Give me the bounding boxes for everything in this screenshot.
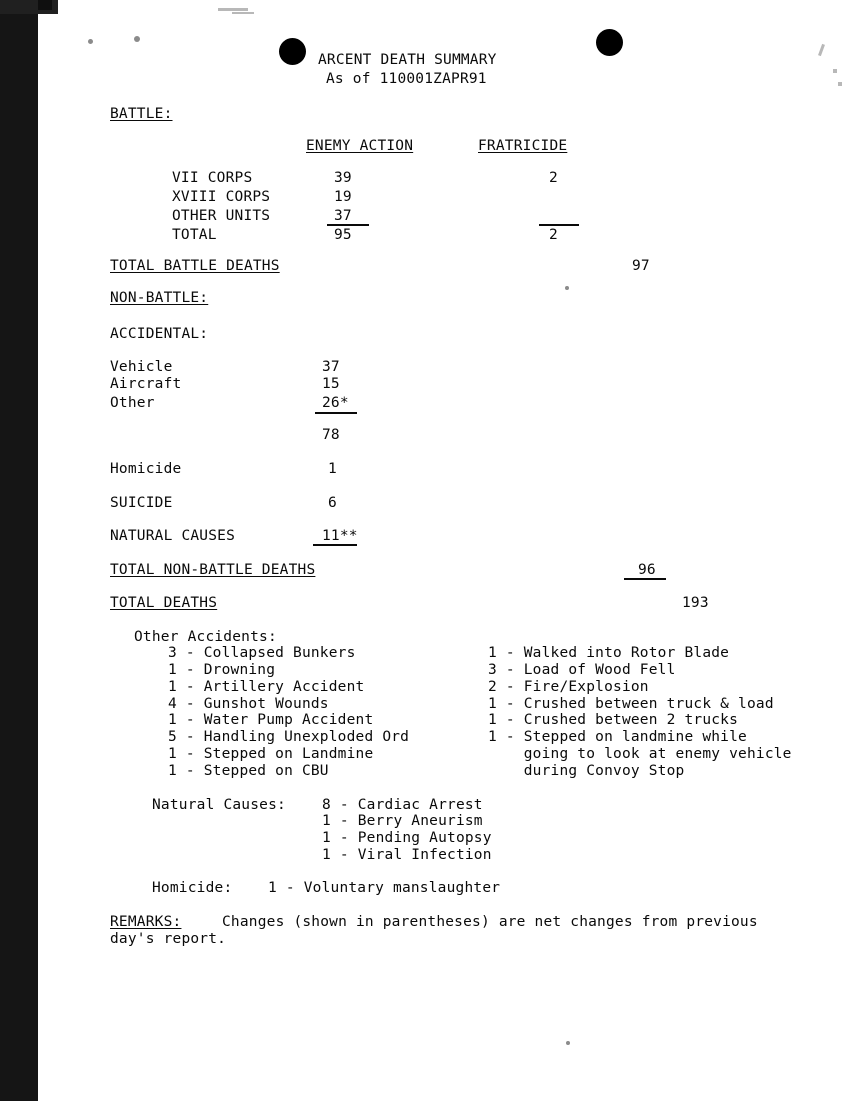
- accidental-row-value: 26*: [322, 395, 349, 411]
- total-non-battle-rule: [624, 578, 666, 580]
- other-accidents-right-item: 1 - Crushed between 2 trucks: [488, 712, 739, 728]
- natural-causes-rule: [313, 544, 357, 546]
- natural-causes-detail-item: 1 - Berry Aneurism: [322, 813, 483, 829]
- battle-row-label: XVIII CORPS: [172, 189, 271, 205]
- other-accidents-left-item: 1 - Artillery Accident: [168, 679, 365, 695]
- column-header-fratricide: FRATRICIDE: [478, 138, 568, 154]
- other-accidents-right-item: 3 - Load of Wood Fell: [488, 662, 676, 678]
- other-accidents-left-item: 1 - Stepped on Landmine: [168, 746, 374, 762]
- homicide-detail-item: 1 - Voluntary manslaughter: [268, 880, 501, 896]
- remarks-line-1: Changes (shown in parentheses) are net changes from previous: [222, 914, 758, 930]
- battle-row-fratricide: 2: [549, 170, 558, 186]
- total-non-battle-deaths-value: 96: [638, 562, 656, 578]
- total-deaths-label: TOTAL DEATHS: [110, 595, 218, 611]
- natural-causes-detail-item: 1 - Viral Infection: [322, 847, 492, 863]
- total-battle-deaths-label: TOTAL BATTLE DEATHS: [110, 258, 280, 274]
- accidental-row-value: 15: [322, 376, 340, 392]
- other-accidents-right-item: going to look at enemy vehicle: [488, 746, 792, 762]
- accidental-subtotal-rule: [315, 412, 357, 414]
- homicide-row-value: 1: [328, 461, 337, 477]
- other-accidents-left-item: 3 - Collapsed Bunkers: [168, 645, 356, 661]
- other-accidents-right-item: during Convoy Stop: [488, 763, 685, 779]
- other-accidents-left-item: 1 - Water Pump Accident: [168, 712, 374, 728]
- total-battle-deaths-value: 97: [632, 258, 650, 274]
- accidental-row-label: Aircraft: [110, 376, 182, 392]
- natural-causes-detail-item: 1 - Pending Autopsy: [322, 830, 492, 846]
- battle-heading: BATTLE:: [110, 106, 173, 122]
- column-header-enemy-action: ENEMY ACTION: [306, 138, 414, 154]
- non-battle-heading: NON-BATTLE:: [110, 290, 209, 306]
- accidental-row-label: Other: [110, 395, 155, 411]
- accidental-row-value: 37: [322, 359, 340, 375]
- total-deaths-value: 193: [682, 595, 709, 611]
- homicide-detail-heading: Homicide:: [152, 880, 233, 896]
- battle-row-enemy-action: 39: [334, 170, 352, 186]
- other-accidents-right-item: 1 - Stepped on landmine while: [488, 729, 747, 745]
- battle-subtotal-rule: [327, 224, 369, 226]
- battle-row-enemy-action: 37: [334, 208, 352, 224]
- other-accidents-right-item: 1 - Crushed between truck & load: [488, 696, 774, 712]
- document-title-line-2: As of 110001ZAPR91: [326, 71, 487, 87]
- battle-row-label: VII CORPS: [172, 170, 253, 186]
- battle-row-label: TOTAL: [172, 227, 217, 243]
- document-title-line-1: ARCENT DEATH SUMMARY: [318, 52, 497, 68]
- other-accidents-right-item: 2 - Fire/Explosion: [488, 679, 649, 695]
- battle-row-enemy-action: 19: [334, 189, 352, 205]
- other-accidents-left-item: 4 - Gunshot Wounds: [168, 696, 329, 712]
- accidental-heading: ACCIDENTAL:: [110, 326, 209, 342]
- other-accidents-left-item: 1 - Stepped on CBU: [168, 763, 329, 779]
- battle-row-fratricide: 2: [549, 227, 558, 243]
- suicide-row-label: SUICIDE: [110, 495, 173, 511]
- natural-causes-detail-item: 8 - Cardiac Arrest: [322, 797, 483, 813]
- other-accidents-left-item: 5 - Handling Unexploded Ord: [168, 729, 410, 745]
- other-accidents-right-item: 1 - Walked into Rotor Blade: [488, 645, 730, 661]
- natural-causes-row-value: 11**: [322, 528, 358, 544]
- natural-causes-row-label: NATURAL CAUSES: [110, 528, 236, 544]
- total-non-battle-deaths-label: TOTAL NON-BATTLE DEATHS: [110, 562, 316, 578]
- battle-row-label: OTHER UNITS: [172, 208, 271, 224]
- other-accidents-left-item: 1 - Drowning: [168, 662, 276, 678]
- accidental-row-label: Vehicle: [110, 359, 173, 375]
- battle-subtotal-rule: [539, 224, 579, 226]
- natural-causes-detail-heading: Natural Causes:: [152, 797, 286, 813]
- accidental-total-value: 78: [322, 427, 340, 443]
- suicide-row-value: 6: [328, 495, 337, 511]
- other-accidents-heading: Other Accidents:: [134, 629, 277, 645]
- remarks-line-2: day's report.: [110, 931, 227, 947]
- homicide-row-label: Homicide: [110, 461, 182, 477]
- battle-row-enemy-action: 95: [334, 227, 352, 243]
- remarks-label: REMARKS:: [110, 914, 182, 930]
